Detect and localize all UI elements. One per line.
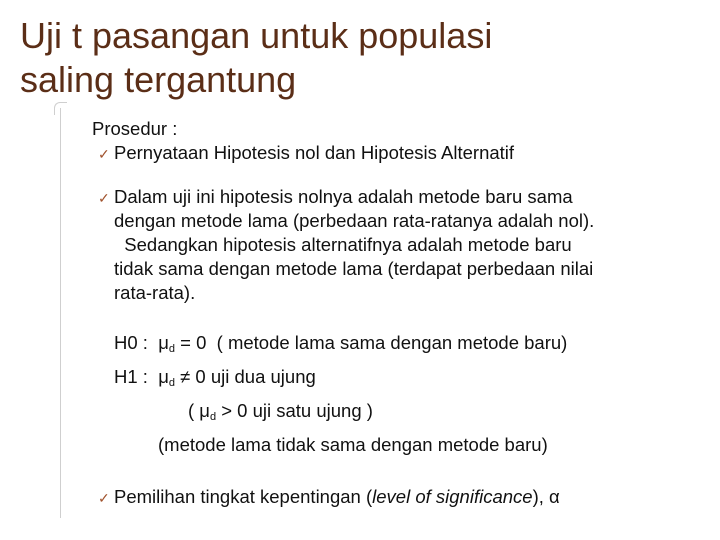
procedure-label: Prosedur <box>92 118 168 139</box>
bullet-hypothesis-statement <box>92 141 702 165</box>
bullet-icon: ✓ <box>98 190 110 206</box>
h1-formula: H1 : $\mu_d \ne 0$ uji dua ujung <box>114 366 316 389</box>
slide-title <box>20 14 492 102</box>
bullet-significance-level: ✓ Pemilihan tingkat kepentingan (level of significance), α <box>92 485 702 509</box>
bullet-icon: ✓ <box>98 490 110 506</box>
description-line: dengan metode lama (perbedaan rata-ratanya adalah nol). <box>114 210 595 231</box>
bullet-text: Pernyataan Hipotesis nol dan Hipotesis Alternatif <box>114 142 515 163</box>
slide-body <box>92 117 702 509</box>
procedure-heading <box>92 117 702 141</box>
hypothesis-formulas <box>92 331 702 457</box>
bullet-hypothesis-description <box>92 185 702 305</box>
description-line: tidak sama dengan metode lama (terdapat perbedaan nilai <box>114 258 594 279</box>
h1-one-tailed-formula: ( $\mu_d > 0$ uji satu ujung ) <box>188 400 373 423</box>
h0-formula: H0 : $\mu_d = 0$ ( metode lama sama dengan metode baru) <box>114 332 568 355</box>
procedure-colon: : <box>167 118 178 139</box>
slide-title-line-1: Uji t pasangan untuk populasi <box>20 15 493 56</box>
description-line: Dalam uji ini hipotesis nolnya adalah metode baru sama <box>114 186 573 207</box>
description-line: rata-rata). <box>114 282 196 303</box>
bullet-icon: ✓ <box>98 146 110 162</box>
slide-title-line-2: saling tergantung <box>20 59 297 100</box>
description-line: Sedangkan hipotesis alternatifnya adalah metode baru <box>114 234 572 255</box>
decorative-vertical-rule <box>60 108 61 518</box>
h1-explanation: (metode lama tidak sama dengan metode baru) <box>158 434 548 455</box>
